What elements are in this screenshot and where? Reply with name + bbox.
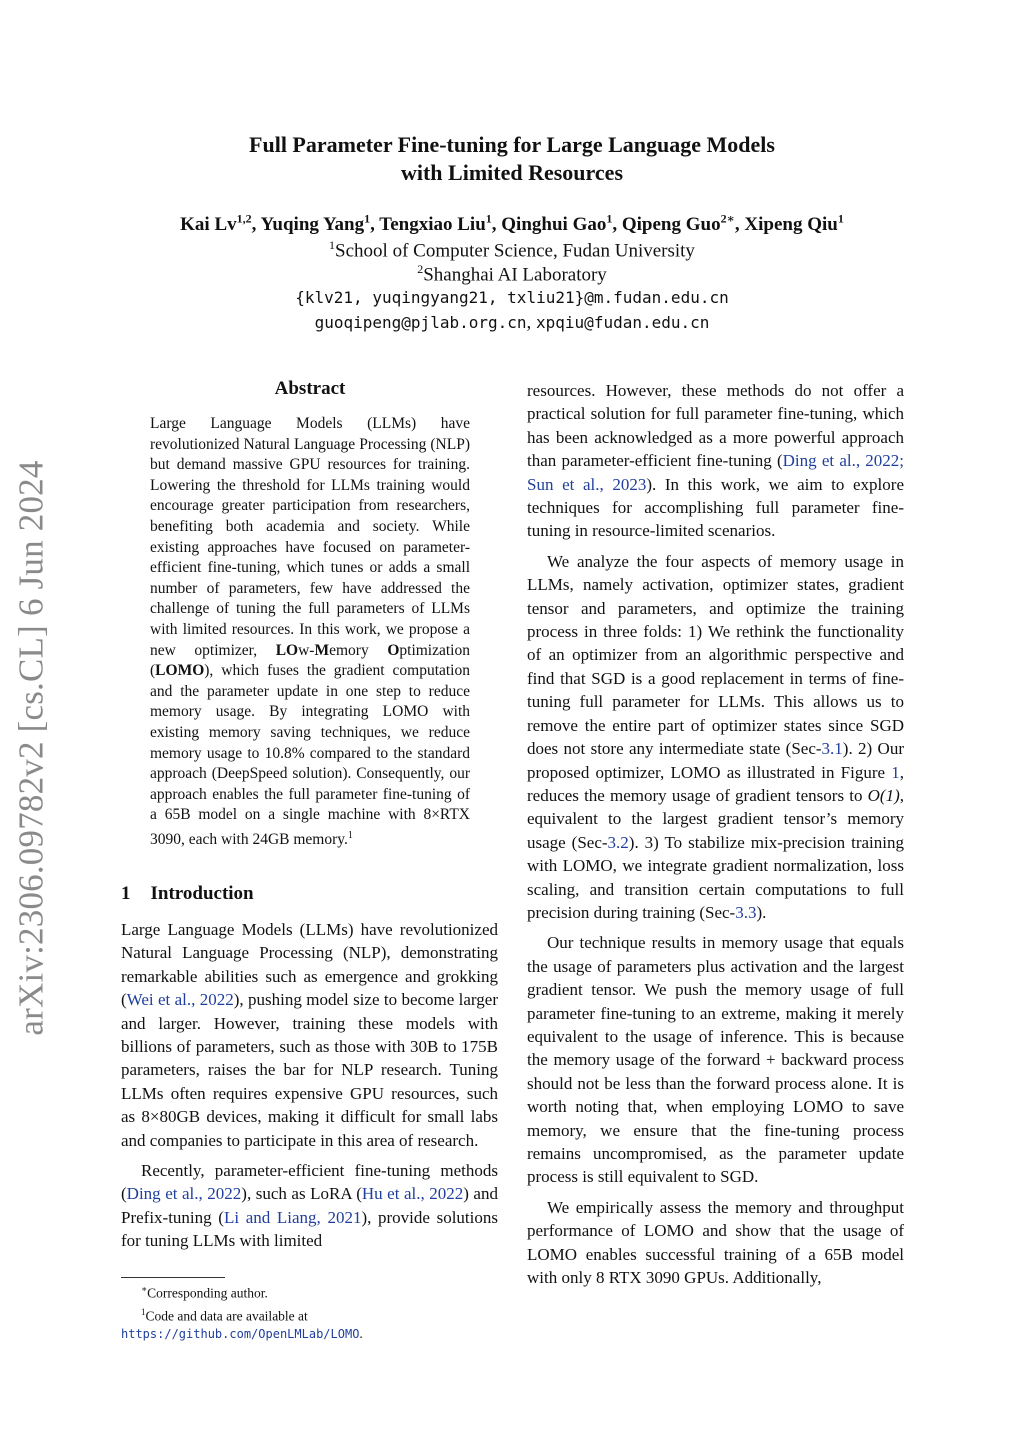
left-column-body bbox=[121, 918, 498, 1253]
paper-title bbox=[0, 131, 1024, 187]
section-ref-link[interactable]: 3.3 bbox=[735, 902, 757, 922]
footnote-divider bbox=[121, 1277, 225, 1278]
section-ref-link[interactable]: 3.1 bbox=[821, 739, 843, 759]
affiliation-1: $^1$School of Computer Science, Fudan University bbox=[329, 238, 695, 262]
abstract-text: Large Language Models (LLMs) have revolutionized Natural Language Processing (NLP) but demand massive GPU resources for training. Lowering the threshold for LLMs training would encourage greater participation from researchers, benefiting both academia and society. While existing approaches have focused on parameter-efficient fine-tuning, which tunes or adds a small number of parameters, few have addressed the challenge of tuning the full parameters of LLMs with limited resources. In this work, we propose a new optimizer, LOw-Memory Optimization (LOMO), which fuses the gradient computation and the parameter update in one step to reduce memory usage. By integrating LOMO with existing memory saving techniques, we reduce memory usage to 10.8% compared to the standard approach (DeepSpeed solution). Consequently, our approach enables the full parameter fine-tuning of a 65B model on a single machine with 8×RTX 3090, each with 24GB memory.$^1$ bbox=[150, 415, 470, 849]
author: Qipeng Guo$^{2∗}$, bbox=[621, 212, 745, 236]
section-heading-introduction: 1 Introduction bbox=[121, 883, 254, 904]
email-line-2: guoqipeng@pjlab.org.cn, xpqiu@fudan.edu.cn bbox=[314, 312, 710, 333]
author-list bbox=[0, 212, 1024, 236]
footnote: $^1$Code and data are available at https://github.com/OpenLMLab/LOMO. bbox=[121, 1306, 363, 1341]
big-o-notation: O(1) bbox=[867, 785, 900, 805]
abstract-heading: Abstract bbox=[274, 378, 346, 399]
code-repo-link[interactable]: https://github.com/OpenLMLab/LOMO bbox=[121, 1327, 360, 1341]
author: Tengxiao Liu$^1$, bbox=[379, 212, 502, 236]
citation-link[interactable]: Li and Liang, 2021 bbox=[223, 1207, 362, 1227]
footnote: ∗Corresponding author. bbox=[141, 1284, 268, 1301]
paragraph: We empirically assess the memory and throughput performance of LOMO and show that the usage of LOMO enables successful training of a 65B model with only 8 RTX 3090 GPUs. Additionally, bbox=[527, 1197, 904, 1288]
footnotes bbox=[121, 1280, 498, 1343]
arxiv-identifier: arXiv:2306.09782v2 [cs.CL] 6 Jun 2024 bbox=[12, 460, 51, 1036]
citation-link[interactable]: Wei et al., 2022 bbox=[126, 990, 234, 1010]
citation-link[interactable]: Ding et al., 2022 bbox=[126, 1184, 242, 1204]
author: Yuqing Yang$^1$, bbox=[260, 212, 380, 236]
paragraph: Large Language Models (LLMs) have revolutionized Natural Language Processing (NLP), demonstrating remarkable abilities such as emergence and grokking (Wei et al., 2022), pushing model size to become larger and larger. However, training these models with billions of parameters, such as those with 30B to 175B parameters, raises the bar for NLP research. Tuning LLMs often requires expensive GPU resources, such as 8×80GB devices, making it difficult for small labs and companies to participate in this area of research. bbox=[121, 920, 498, 1150]
title-line-1: Full Parameter Fine-tuning for Large Language Models bbox=[249, 132, 775, 157]
email-line-1: {klv21, yuqingyang21, txliu21}@m.fudan.edu.cn bbox=[295, 288, 729, 307]
author: Qinghui Gao$^1$, bbox=[501, 212, 622, 236]
affiliation-2: $^2$Shanghai AI Laboratory bbox=[417, 262, 607, 286]
paragraph: Recently, parameter-efficient fine-tuning methods (Ding et al., 2022), such as LoRA (Hu et al., 2022) and Prefix-tuning (Li and Liang, 2021), provide solutions for tuning LLMs with limited bbox=[121, 1161, 498, 1251]
citation-link[interactable]: Hu et al., 2022 bbox=[361, 1184, 464, 1204]
title-line-2: with Limited Resources bbox=[400, 160, 624, 185]
arxiv-sidebar-stamp bbox=[2, 448, 62, 1048]
author: Xipeng Qiu$^1$ bbox=[744, 212, 844, 236]
figure-ref-link[interactable]: 1 bbox=[891, 762, 900, 782]
author: Kai Lv$^{1,2}$, bbox=[180, 212, 261, 236]
paragraph: We analyze the four aspects of memory usage in LLMs, namely activation, optimizer states, gradient tensor and parameters, and optimize the training process in three folds: 1) We rethink the functionality of an optimizer from an algorithmic perspective and find that SGD is a good replacement in terms of fine-tuning full parameter for LLMs. This allows us to remove the entire part of optimizer states since SGD does not store any intermediate state (Sec-3.1). 2) Our proposed optimizer, LOMO as illustrated in Figure 1, reduces the memory usage of gradient tensors to O(1), equivalent to the largest gradient tensor’s memory usage (Sec-3.2). 3) To stabilize mix-precision training with LOMO, we integrate gradient normalization, loss scaling, and transition certain computations to full precision during training (Sec-3.3). bbox=[527, 551, 905, 922]
section-ref-link[interactable]: 3.2 bbox=[607, 832, 629, 852]
right-column-body bbox=[527, 379, 904, 1289]
paragraph: Our technique results in memory usage that equals the usage of parameters plus activation and the largest gradient tensor. We push the memory usage of full parameter fine-tuning to an extreme, making it merely equivalent to the usage of inference. This is because the memory usage of the forward + backward process should not be less than the forward process alone. It is worth noting that, when employing LOMO to save memory, we ensure that the fine-tuning process remains uncompromised, as the parameter update process is still equivalent to SGD. bbox=[527, 933, 904, 1187]
citation-link[interactable]: Ding et al., 2022; Sun et al., 2023 bbox=[527, 451, 905, 494]
paragraph: resources. However, these methods do not offer a practical solution for full parameter fine-tuning, which has been acknowledged as a more powerful approach than parameter-efficient fine-tuning (Ding et al., 2022; Sun et al., 2023). In this work, we aim to explore techniques for accomplishing full parameter fine-tuning in resource-limited scenarios. bbox=[527, 381, 905, 541]
footnote-marker: 1 bbox=[347, 829, 353, 841]
